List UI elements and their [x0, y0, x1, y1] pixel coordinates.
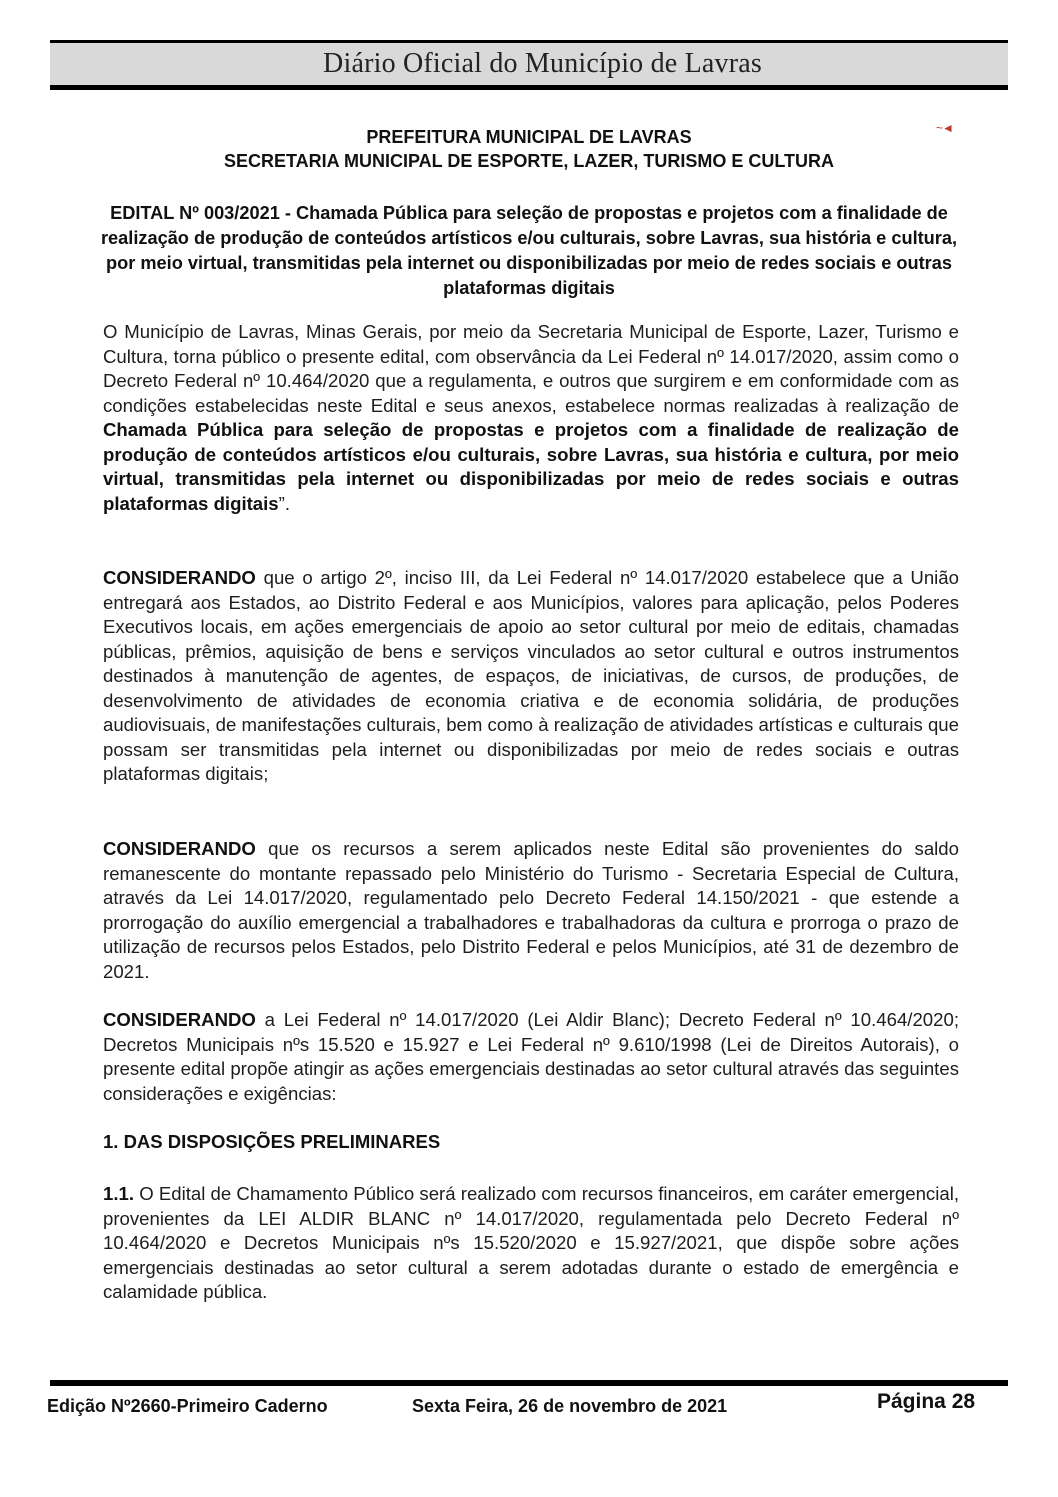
- coat-of-arms-icon: ~◄: [936, 121, 953, 135]
- header-band: [50, 43, 1008, 85]
- considerando-label: CONSIDERANDO: [103, 838, 256, 859]
- footer-date: Sexta Feira, 26 de novembro de 2021: [412, 1396, 728, 1416]
- page-label: Página: [877, 1390, 946, 1413]
- org-line-secretaria: SECRETARIA MUNICIPAL DE ESPORTE, LAZER, TURISMO E CULTURA: [223, 151, 834, 171]
- footer-rule: [50, 1380, 1008, 1386]
- paragraph-intro: [103, 320, 959, 516]
- clause-1-1-text: O Edital de Chamamento Público será realizado com recursos financeiros, em caráter emergencial, provenientes da LEI ALDIR BLANC nº 14.017/2020, regulamentada pelo Decreto Federal nº 10.464/2020 e Decretos Municipais nºs 15.520/2020 e 15.927/2021, que dispõe sobre ações emergenciais destinadas ao setor cultural a serem adotadas durante o estado de emergência e calamidade pública.: [103, 1183, 959, 1302]
- considerando-2-text: que os recursos a serem aplicados neste Edital são provenientes do saldo remanescente do montante repassado pelo Ministério do Turismo - Secretaria Especial de Cultura, através da Lei 14.017/2020, regulamentado pelo Decreto Federal 14.150/2021 - que estende a prorrogação do auxílio emergencial a trabalhadores e trabalhadoras da cultura e prorroga o prazo de utilização de recursos pelos Estados, pelo Distrito Federal e pelos Municípios, até 31 de dezembro de 2021.: [103, 838, 959, 982]
- considerando-label: CONSIDERANDO: [103, 1009, 256, 1030]
- paragraph-considerando-1: [103, 566, 959, 787]
- edital-title: EDITAL Nº 003/2021 - Chamada Pública para seleção de propostas e projetos com a finalidade de realização de produção de conteúdos artísticos e/ou culturais, sobre Lavras, sua história e cultura, por meio virtual, transmitidas pela internet ou disponibilizadas por meio de redes sociais e outras plataformas digitais: [100, 203, 958, 298]
- footer-page: [877, 1390, 975, 1414]
- page-number: 28: [951, 1390, 976, 1413]
- header-bottom-rule: [50, 85, 1008, 90]
- footer-edition: Edição Nº2660-Primeiro Caderno: [47, 1396, 328, 1416]
- clause-number: 1.1.: [103, 1183, 135, 1204]
- considerando-label: CONSIDERANDO: [103, 567, 256, 588]
- intro-end: ”.: [278, 492, 291, 514]
- section-heading: 1. DAS DISPOSIÇÕES PRELIMINARES: [103, 1131, 441, 1152]
- paragraph-1-1: [103, 1182, 959, 1305]
- considerando-3-text: a Lei Federal nº 14.017/2020 (Lei Aldir Blanc); Decreto Federal nº 10.464/2020; Decretos Municipais nºs 15.520 e 15.927 e Lei Federal nº 9.610/1998 (Lei de Direitos Autorais), o presente edital propõe atingir as ações emergenciais destinadas ao setor cultural através das seguintes considerações e exigências:: [103, 1009, 959, 1104]
- paragraph-considerando-3: [103, 1008, 959, 1106]
- intro-text: O Município de Lavras, Minas Gerais, por meio da Secretaria Municipal de Esporte, Lazer, Turismo e Cultura, torna público o presente edital, com observância da Lei Federal nº 14.017/2020, assim como o Decreto Federal nº 10.464/2020 que a regulamenta, e outros que surgirem e em conformidade com as condições estabelecidas neste Edital e seus anexos, estabelece normas realizadas à realização de: [103, 321, 959, 416]
- newspaper-title: Diário Oficial do Município de Lavras: [323, 48, 762, 79]
- org-line-prefeitura: PREFEITURA MUNICIPAL DE LAVRAS: [366, 127, 692, 147]
- considerando-1-text: que o artigo 2º, inciso III, da Lei Federal nº 14.017/2020 estabelece que a União entregará aos Estados, ao Distrito Federal e aos Municípios, valores para aplicação, pelos Poderes Executivos locais, em ações emergenciais de apoio ao setor cultural por meio de editais, chamadas públicas, prêmios, aquisição de bens e serviços vinculados ao setor cultural e outros instrumentos destinados à manutenção de agentes, de espaços, de iniciativas, de cursos, de produções, de desenvolvimento de atividades de economia criativa e de economia solidária, de produções audiovisuais, de manifestações culturais, bem como à realização de atividades artísticas e culturais que possam ser transmitidas pela internet ou disponibilizadas por meio de redes sociais e outras plataformas digitais;: [103, 567, 959, 784]
- intro-bold-text: Chamada Pública para seleção de propostas e projetos com a finalidade de realização de produção de conteúdos artísticos e/ou culturais, sobre Lavras, sua história e cultura, por meio virtual, transmitidas pela internet ou disponibilizadas por meio de redes sociais e outras plataformas digitais: [103, 419, 959, 514]
- paragraph-considerando-2: [103, 837, 959, 984]
